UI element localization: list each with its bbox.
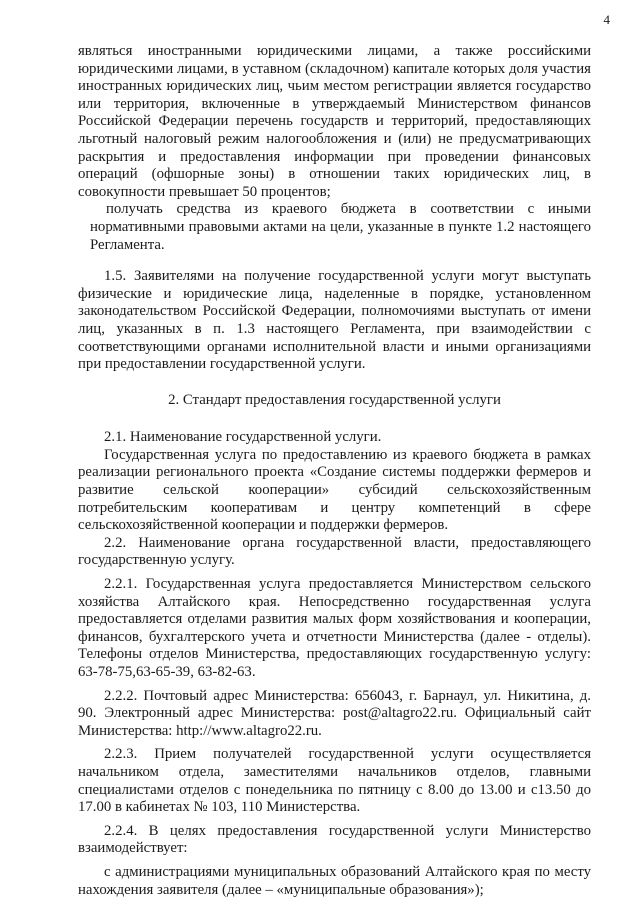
paragraph-2-1: 2.1. Наименование государственной услуги. bbox=[104, 429, 382, 446]
paragraph-budget-funds: получать средства из краевого бюджета в соответствии с иными нормативными правовыми актами на цели, указанные в пункте 1.2 настоящего Регламента. bbox=[90, 201, 591, 253]
section-heading: 2. Стандарт предоставления государственной услуги bbox=[168, 391, 501, 408]
paragraph-2-2-3: 2.2.3. Прием получателей государственной услуги осуществляется начальником отдела, заместителями начальников отделов, главными специалистами отделов с понедельника по пятницу с 8.00 до 13.00 и с13.50 до 17.00 в кабинетах № 103, 110 Министерства. bbox=[78, 746, 591, 816]
paragraph-1-5: 1.5. Заявителями на получение государственной услуги могут выступать физические и юридические лица, наделенные в порядке, установленном законодательством Российской Федерации, полномочиями выступать от имени лиц, указанных в п. 1.3 настоящего Регламента, при взаимодействии с соответствующими органами исполнительной власти и иными организациями при предоставлении государственной услуги. bbox=[78, 268, 591, 373]
paragraph-2-2-1: 2.2.1. Государственная услуга предоставляется Министерством сельского хозяйства Алтайского края. Непосредственно государственная услуга предоставляется отделами развития малых форм хозяйствования и кооперации, финансов, бухгалтерского учета и отчетности Министерства (далее - отделы). Телефоны отделов Министерства, предоставляющих государственную услугу: 63-78-75,63-65-39, 63-82-63. bbox=[78, 576, 591, 680]
paragraph-2-2-4: 2.2.4. В целях предоставления государственной услуги Министерство взаимодействует: bbox=[78, 822, 591, 857]
paragraph-municipal: с администрациями муниципальных образований Алтайского края по месту нахождения заявителя (далее – «муниципальные образования»); bbox=[78, 863, 591, 898]
paragraph-offshore: являться иностранными юридическими лицами, а также российскими юридическими лицами, в уставном (складочном) капитале которых доля участия иностранных юридических лиц, чьим местом регистрации является государство или территория, включенные в утверждаемый Министерством финансов Российской Федерации перечень государств и территорий, предоставляющих льготный налоговый режим налогообложения и (или) не предусматривающих раскрытия и предоставления информации при проведении финансовых операций (офшорные зоны) в отношении таких юридических лиц, в совокупности превышает 50 процентов; bbox=[78, 43, 591, 200]
page-number: 4 bbox=[603, 12, 610, 27]
paragraph-2-2-2: 2.2.2. Почтовый адрес Министерства: 656043, г. Барнаул, ул. Никитина, д. 90. Электронный адрес Министерства: post@altagro22.ru. Официальный сайт Министерства: http://www.altagro22.ru. bbox=[78, 687, 591, 739]
paragraph-2-2: 2.2. Наименование органа государственной власти, предоставляющего государственную услугу. bbox=[78, 534, 591, 569]
paragraph-service-description: Государственная услуга по предоставлению из краевого бюджета в рамках реализации регионального проекта «Создание системы поддержки фермеров и развитие сельской кооперации» субсидий сельскохозяйственным потребительским кооперативам и центру компетенций в сфере сельскохозяйственной кооперации и поддержки фермеров. bbox=[78, 446, 591, 534]
document-body bbox=[78, 43, 591, 899]
